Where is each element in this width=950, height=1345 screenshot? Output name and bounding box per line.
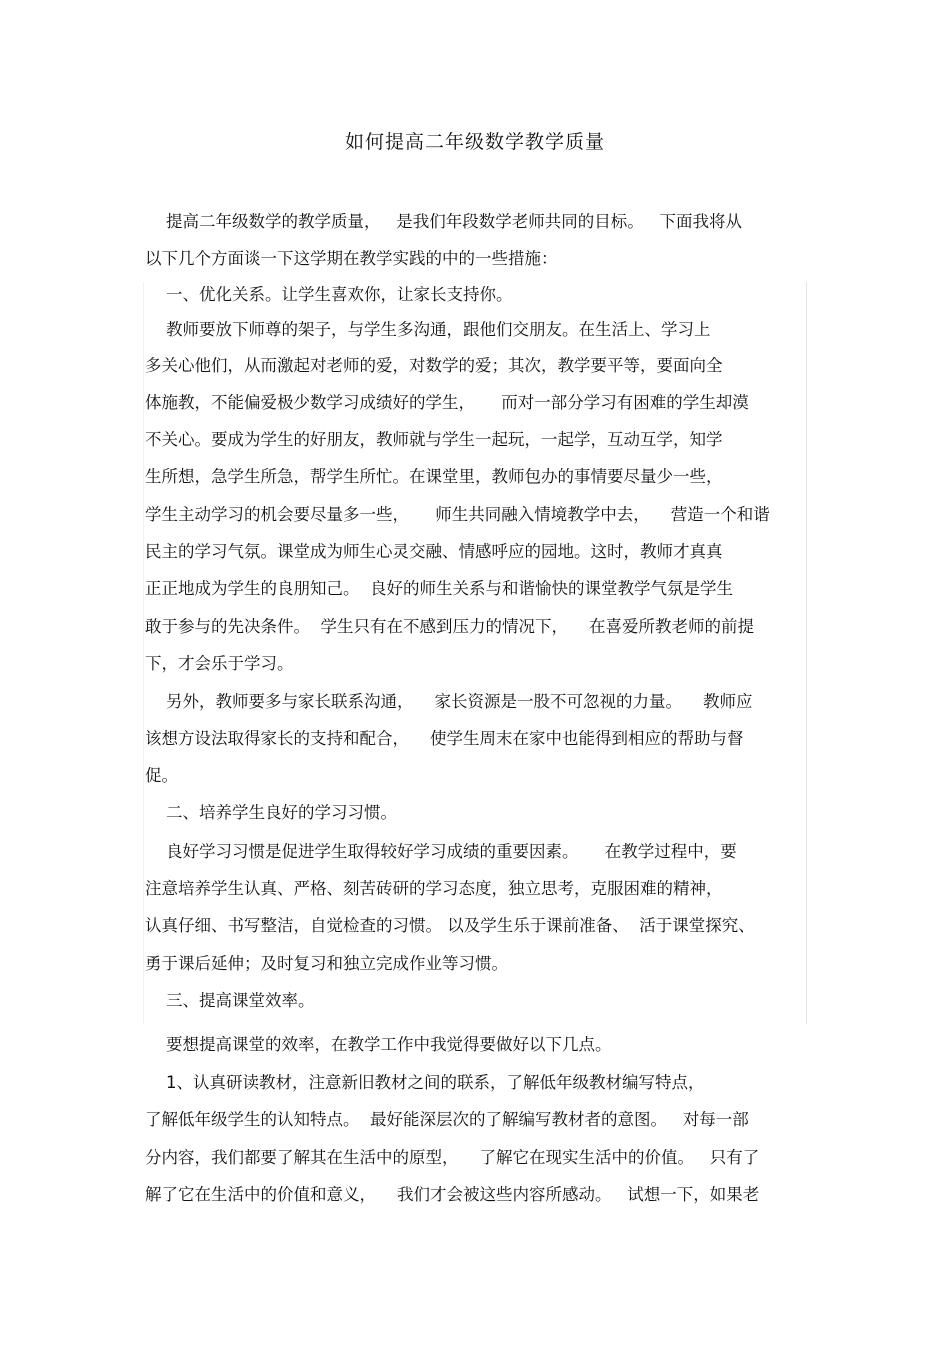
body-line: 注意培养学生认真、严格、刻苦砖研的学习态度，独立思考，克服困难的精神， xyxy=(145,879,723,898)
body-line: 促。 xyxy=(145,766,178,785)
section-heading: 二、培养学生良好的学习习惯。 xyxy=(145,803,397,822)
body-line: 学生主动学习的机会要尽量多一些， 师生共同融入情境教学中去， 营造一个和谐 xyxy=(145,505,770,524)
body-line: 民主的学习气氛。课堂成为师生心灵交融、情感呼应的园地。这时，教师才真真 xyxy=(145,542,723,561)
body-line: 分内容，我们都要了解其在生活中的原型， 了解它在现实生活中的价值。 只有了 xyxy=(145,1148,760,1167)
body-line: 下，才会乐于学习。 xyxy=(145,654,294,673)
body-line: 该想方设法取得家长的支持和配合， 使学生周末在家中也能得到相应的帮助与督 xyxy=(145,729,744,748)
body-line: 良好学习习惯是促进学生取得较好学习成绩的重要因素。 在教学过程中，要 xyxy=(145,842,737,861)
body-line: 要想提高课堂的效率，在教学工作中我觉得要做好以下几点。 xyxy=(145,1035,612,1054)
body-line: 以下几个方面谈一下这学期在教学实践的中的一些措施： xyxy=(145,249,558,268)
section-border-left xyxy=(143,282,144,1024)
section-heading: 三、提高课堂效率。 xyxy=(145,991,315,1010)
body-line: 教师要放下师尊的架子，与学生多沟通，跟他们交朋友。在生活上、学习上 xyxy=(145,320,711,339)
body-line: 认真仔细、书写整洁，自觉检查的习惯。 以及学生乐于课前准备、 活于课堂探究、 xyxy=(145,916,755,935)
body-line: 了解低年级学生的认知特点。 最好能深层次的了解编写教材者的意图。 对每一部 xyxy=(145,1110,749,1129)
body-line: 体施教，不能偏爱极少数学习成绩好的学生， 而对一部分学习有困难的学生却漠 xyxy=(145,393,749,412)
body-line: 敢于参与的先决条件。 学生只有在不感到压力的情况下， 在喜爱所教老师的前提 xyxy=(145,617,754,636)
body-line: 解了它在生活中的价值和意义， 我们才会被这些内容所感动。 试想一下，如果老 xyxy=(145,1185,760,1204)
body-line: 生所想，急学生所急，帮学生所忙。在课堂里，教师包办的事情要尽量少一些， xyxy=(145,467,723,486)
section-heading: 一、优化关系。让学生喜欢你，让家长支持你。 xyxy=(145,285,513,304)
body-line: 提高二年级数学的教学质量， 是我们年段数学老师共同的目标。 下面我将从 xyxy=(145,212,742,231)
body-line: 多关心他们，从而激起对老师的爱，对数学的爱；其次，教学要平等，要面向全 xyxy=(145,356,723,375)
body-line: 1、认真研读教材，注意新旧教材之间的联系，了解低年级教材编写特点， xyxy=(145,1073,705,1092)
body-line: 另外，教师要多与家长联系沟通， 家长资源是一股不可忽视的力量。 教师应 xyxy=(145,692,753,711)
body-line: 正正地成为学生的良朋知己。 良好的师生关系与和谐愉快的课堂教学气氛是学生 xyxy=(145,579,733,598)
body-line: 勇于课后延伸；及时复习和独立完成作业等习惯。 xyxy=(145,954,508,973)
body-line: 不关心。要成为学生的好朋友，教师就与学生一起玩，一起学，互动互学，知学 xyxy=(145,430,723,449)
document-title: 如何提高二年级数学教学质量 xyxy=(344,131,605,153)
